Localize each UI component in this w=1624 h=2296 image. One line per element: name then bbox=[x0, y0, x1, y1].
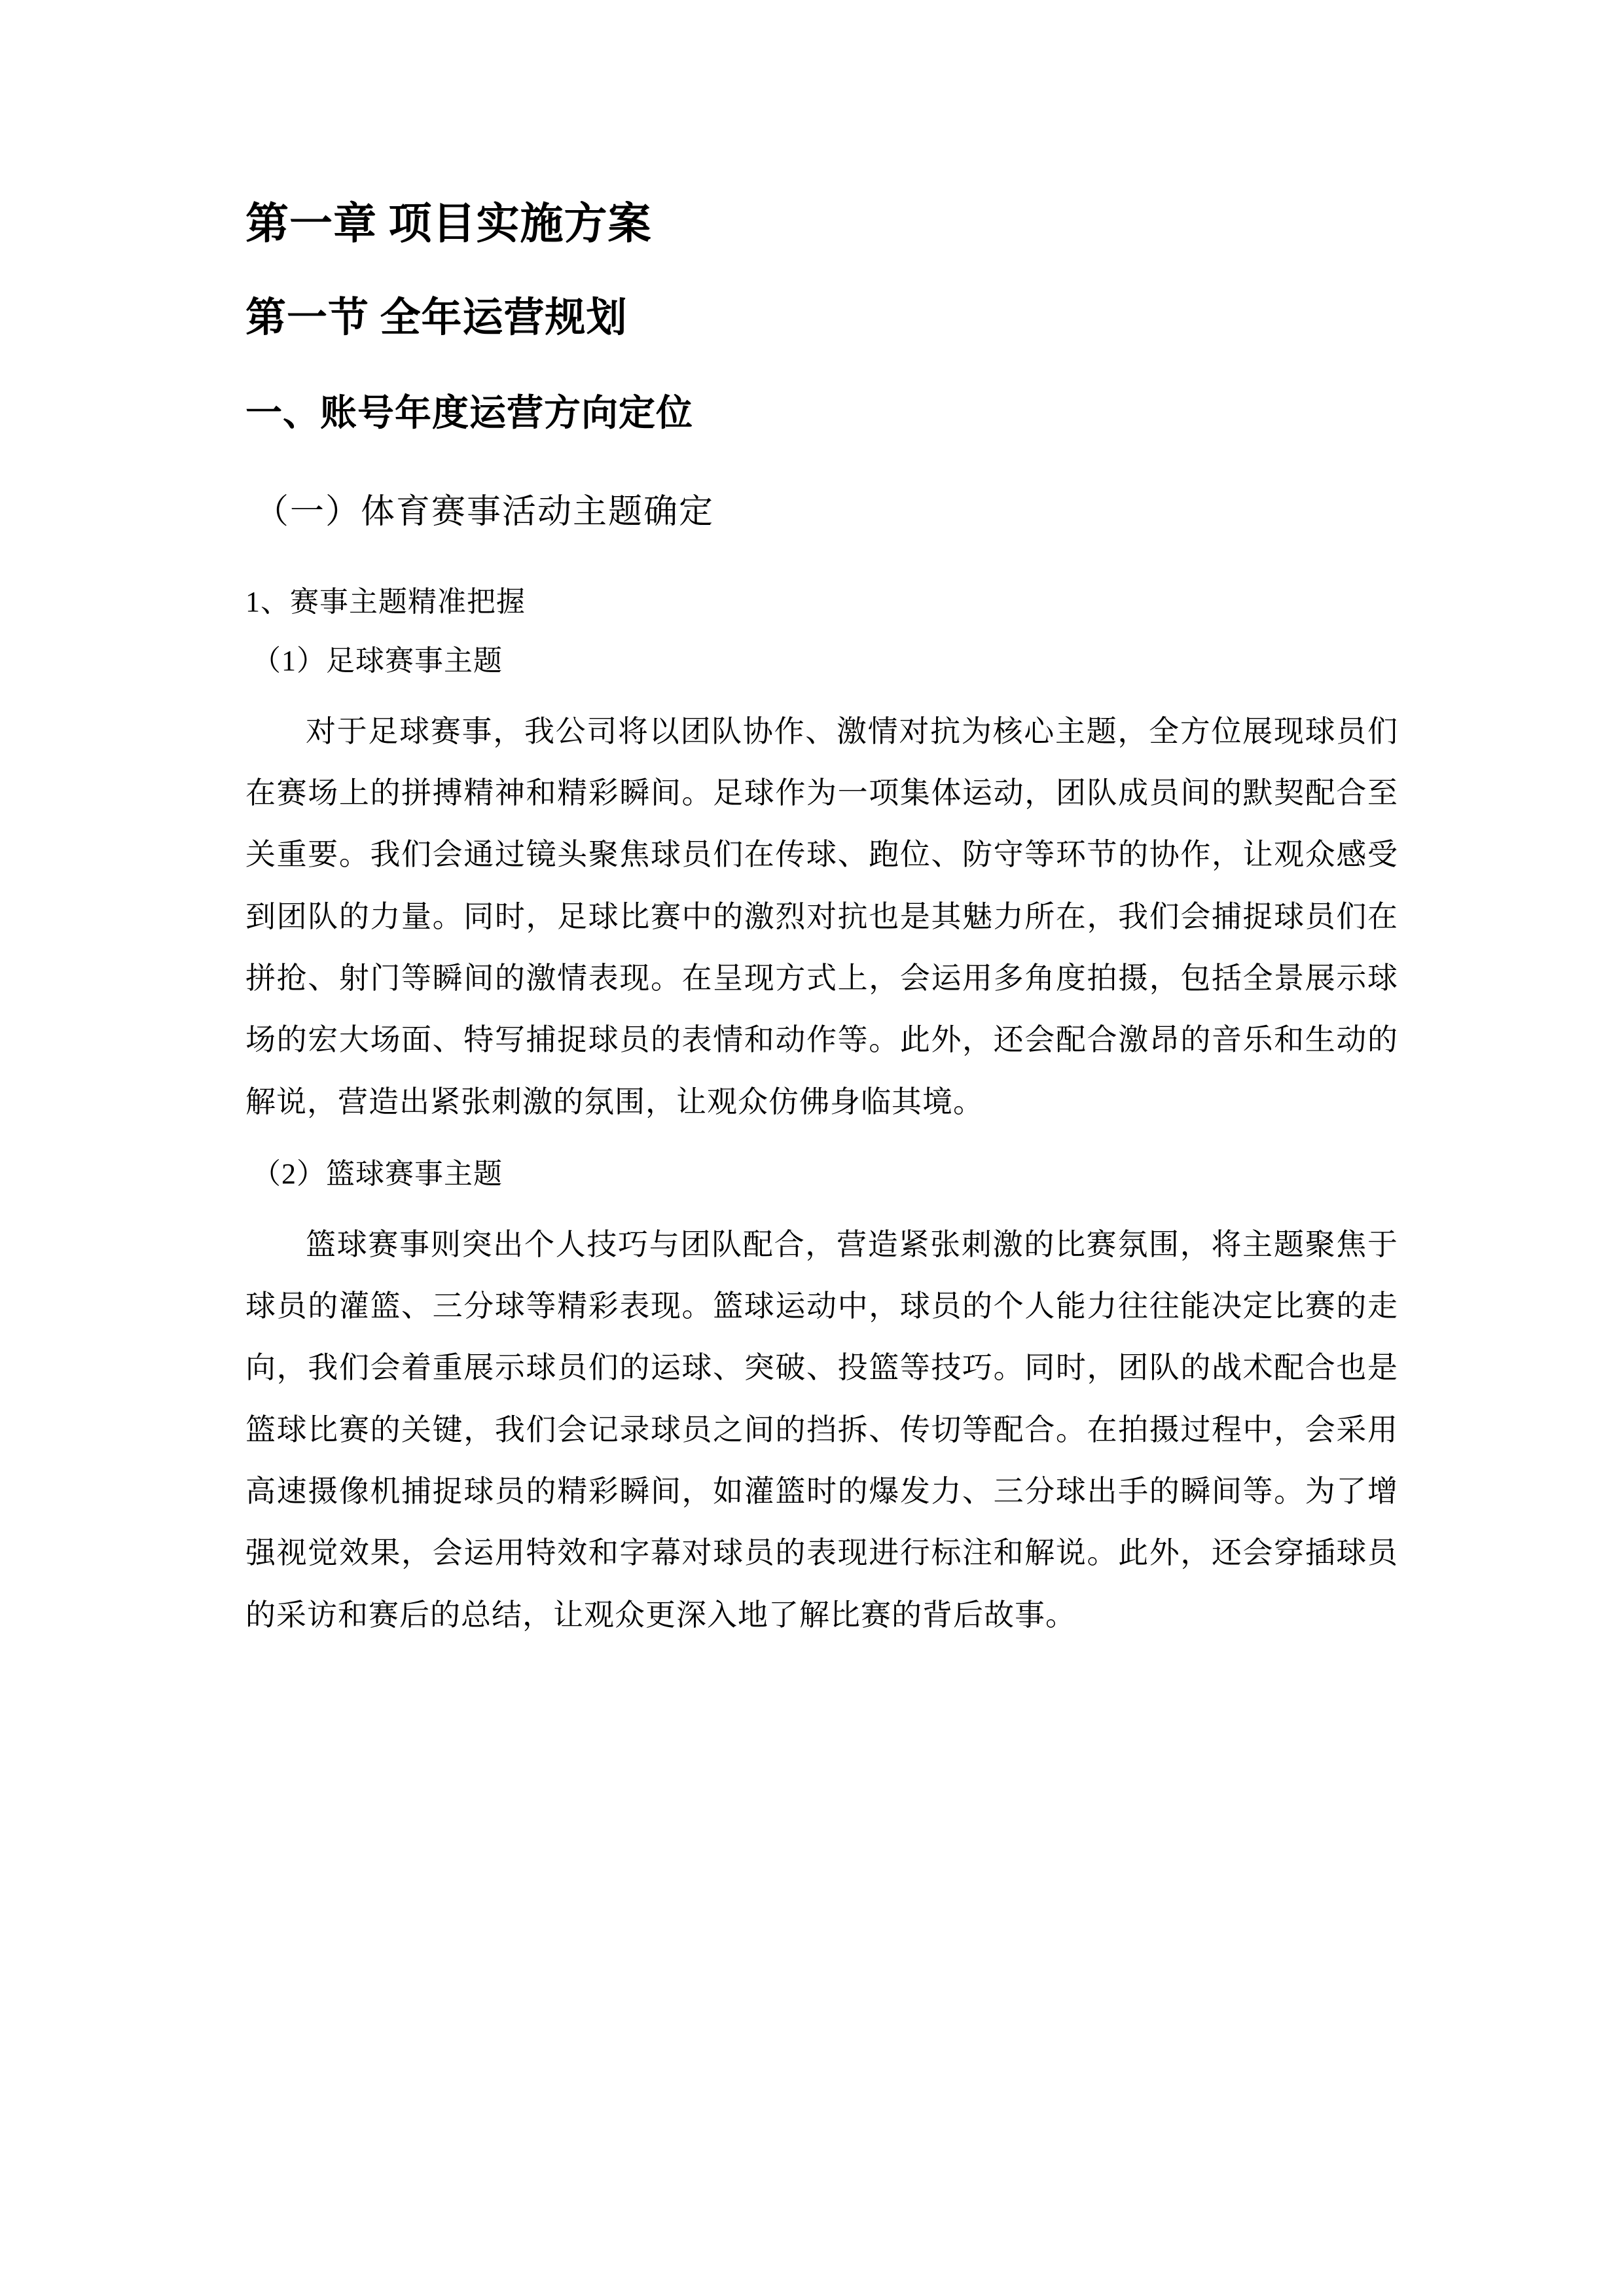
heading-sports-theme: （一）体育赛事活动主题确定 bbox=[255, 493, 715, 531]
sub-item-football-theme: （1）足球赛事主题 bbox=[252, 644, 503, 677]
heading-account-positioning: 一、账号年度运营方向定位 bbox=[245, 393, 693, 435]
section-title: 第一节 全年运营规划 bbox=[245, 295, 628, 340]
sub-item-basketball-theme: （2）篮球赛事主题 bbox=[252, 1157, 503, 1190]
paragraph-football: 对于足球赛事，我公司将以团队协作、激情对抗为核心主题，全方位展现球员们在赛场上的拼搏精神和精彩瞬间。足球作为一项集体运动，团队成员间的默契配合至关重要。我们会通过镜头聚焦球员们在传球、跑位、防守等环节的协作，让观众感受到团队的力量。同时，足球比赛中的激烈对抗也是其魅力所在，我们会捕捉球员们在拼抢、射门等瞬间的激情表现。在呈现方式上，会运用多角度拍摄，包括全景展示球场的宏大场面、特写捕捉球员的表情和动作等。此外，还会配合激昂的音乐和生动的解说，营造出紧张刺激的氛围，让观众仿佛身临其境。 bbox=[245, 714, 1398, 1119]
chapter-title: 第一章 项目实施方案 bbox=[245, 200, 652, 248]
paragraph-basketball: 篮球赛事则突出个人技巧与团队配合，营造紧张刺激的比赛氛围，将主题聚焦于球员的灌篮、三分球等精彩表现。篮球运动中，球员的个人能力往往能决定比赛的走向，我们会着重展示球员们的运球、突破、投篮等技巧。同时，团队的战术配合也是篮球比赛的关键，我们会记录球员之间的挡拆、传切等配合。在拍摄过程中，会采用高速摄像机捕捉球员的精彩瞬间，如灌篮时的爆发力、三分球出手的瞬间等。为了增强视觉效果，会运用特效和字幕对球员的表现进行标注和解说。此外，还会穿插球员的采访和赛后的总结，让观众更深入地了解比赛的背后故事。 bbox=[245, 1227, 1398, 1632]
list-item-theme-grasp: 1、赛事主题精准把握 bbox=[245, 585, 526, 618]
